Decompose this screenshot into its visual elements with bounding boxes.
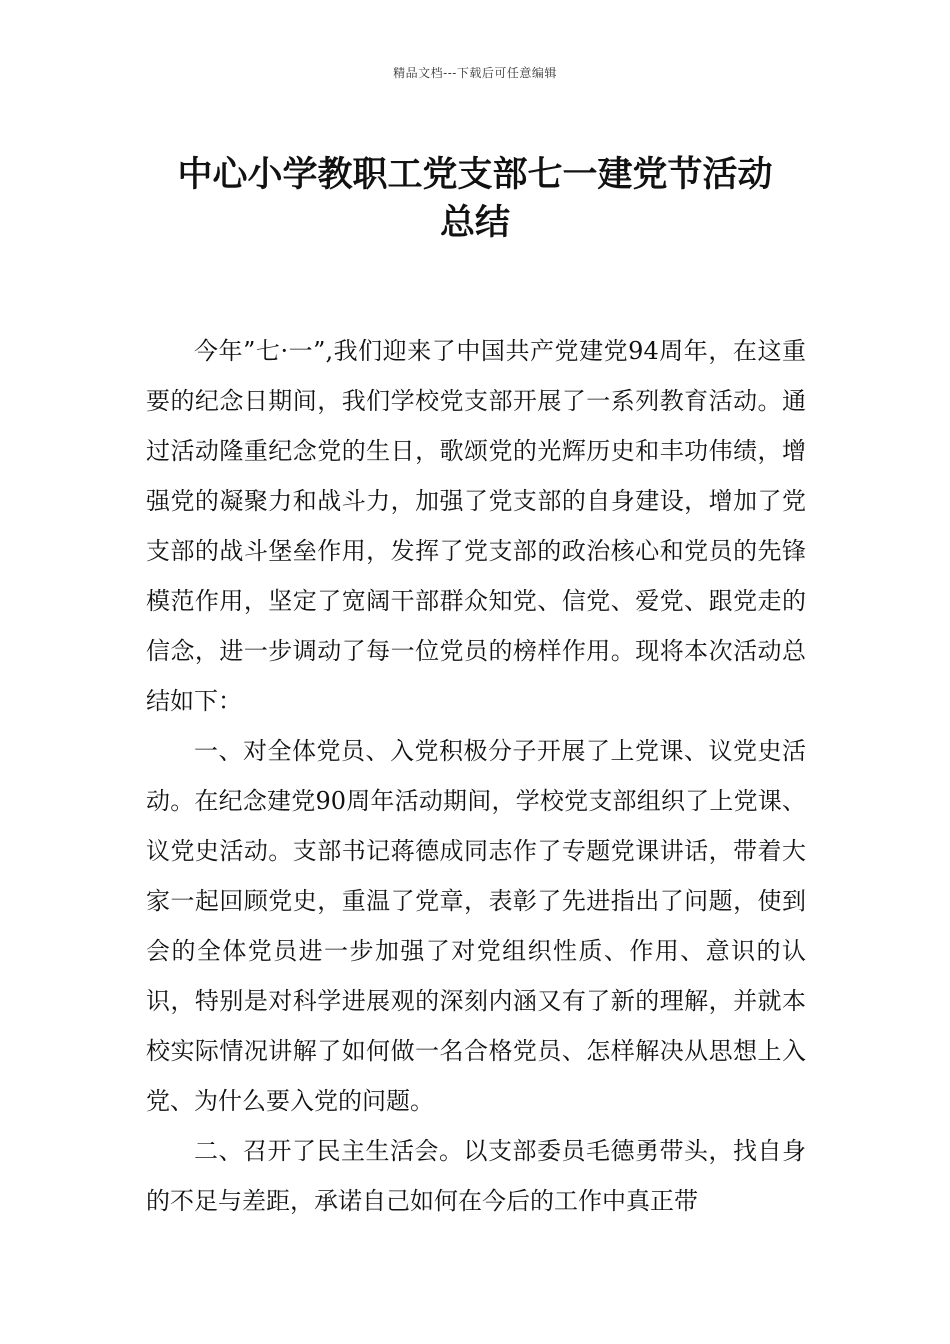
title-line-2: 总结 bbox=[439, 203, 510, 244]
header-note: 精品文档---下载后可任意编辑 bbox=[393, 66, 557, 80]
paragraph-intro: 今年”七·一”,我们迎来了中国共产党建党94周年，在这重要的纪念日期间，我们学校党支部开展了一系列教育活动。通过活动隆重纪念党的生日，歌颂党的光辉历史和丰功伟绩，增强党的凝聚力和战斗力，加强了党支部的自身建设，增加了党支部的战斗堡垒作用，发挥了党支部的政治核心和党员的先锋模范作用，坚定了宽阔干部群众知党、信党、爱党、跟党走的信念，进一步调动了每一位党员的榜样作用。现将本次活动总结如下： bbox=[146, 337, 806, 715]
paragraph-section-2: 二、召开了民主生活会。以支部委员毛德勇带头，找自身的不足与差距，承诺自己如何在今后的工作中真正带 bbox=[146, 1137, 806, 1215]
document-title bbox=[95, 151, 855, 247]
title-line-1: 中心小学教职工党支部七一建党节活动 bbox=[177, 155, 773, 196]
paragraph-section-1: 一、对全体党员、入党积极分子开展了上党课、议党史活动。在纪念建党90周年活动期间，学校党支部组织了上党课、议党史活动。支部书记蒋德成同志作了专题党课讲话，带着大家一起回顾党史，重温了党章，表彰了先进指出了问题，使到会的全体党员进一步加强了对党组织性质、作用、意识的认识，特别是对科学进展观的深刻内涵又有了新的理解，并就本校实际情况讲解了如何做一名合格党员、怎样解决从思想上入党、为什么要入党的问题。 bbox=[146, 737, 806, 1115]
document-body bbox=[146, 326, 806, 1226]
